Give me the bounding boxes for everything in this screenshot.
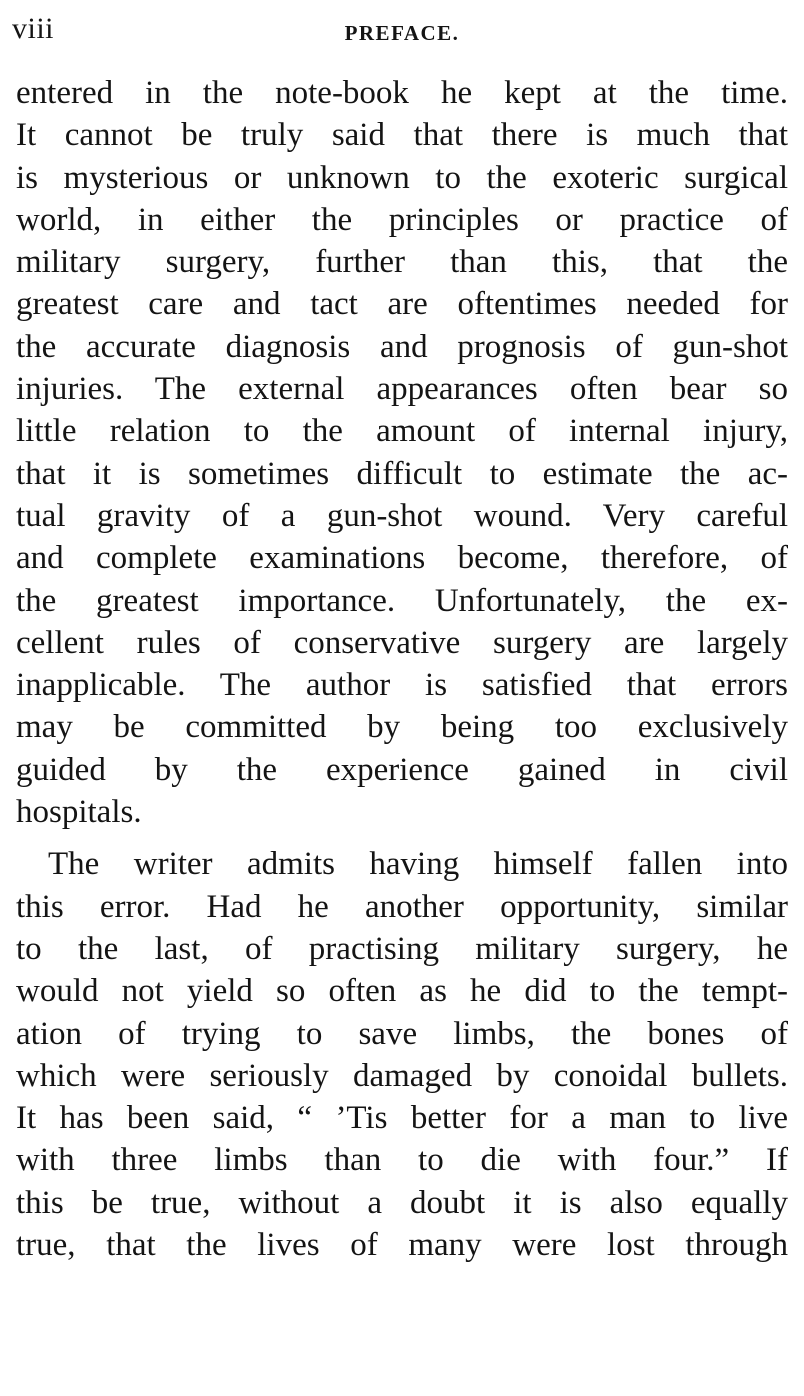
text-line: this be true, without a doubt it is also equally — [16, 1184, 788, 1221]
text-line: entered in the note-book he kept at the time. — [16, 75, 788, 111]
text-line: true, that the lives of many were lost through — [16, 1227, 788, 1264]
text-line: It cannot be truly said that there is much that — [16, 117, 788, 154]
text-line: this error. Had he another opportunity, similar — [16, 888, 788, 925]
body-text — [16, 72, 788, 1266]
text-line: cellent rules of conservative surgery are largely — [16, 624, 788, 661]
text-line: to the last, of practising military surgery, he — [16, 930, 788, 967]
paragraph-gap — [16, 833, 788, 843]
paragraph-2 — [16, 843, 788, 1266]
text-line: greatest care and tact are oftentimes needed for — [16, 286, 788, 323]
text-line: tual gravity of a gun-shot wound. Very careful — [16, 497, 788, 534]
text-line: little relation to the amount of internal injury, — [16, 413, 788, 450]
text-line: may be committed by being too exclusively — [16, 709, 788, 746]
text-line: with three limbs than to die with four.” If — [16, 1142, 788, 1179]
text-line: world, in either the principles or practice of — [16, 201, 788, 238]
text-line: guided by the experience gained in civil — [16, 751, 788, 788]
text-line: It has been said, “ ’Tis better for a man to live — [16, 1100, 788, 1137]
page-number: viii — [12, 12, 55, 45]
text-line: the accurate diagnosis and prognosis of gun-shot — [16, 328, 788, 365]
text-line: is mysterious or unknown to the exoteric surgical — [16, 159, 788, 196]
paragraph-1 — [16, 72, 788, 833]
text-line: and complete examinations become, therefore, of — [16, 540, 788, 577]
text-line: hospitals. — [16, 794, 142, 831]
text-line: military surgery, further than this, that the — [16, 244, 788, 281]
text-line: injuries. The external appearances often bear so — [16, 371, 788, 408]
text-line: that it is sometimes difficult to estimate the ac- — [16, 455, 788, 492]
page-header — [12, 8, 792, 48]
running-head: PREFACE. — [344, 21, 460, 45]
text-line: inapplicable. The author is satisfied that errors — [16, 667, 788, 704]
text-line: The writer admits having himself fallen into — [48, 846, 788, 883]
text-line: ation of trying to save limbs, the bones of — [16, 1015, 788, 1052]
text-line: would not yield so often as he did to the tempt- — [16, 973, 788, 1010]
text-line: the greatest importance. Unfortunately, the ex- — [16, 582, 788, 619]
text-line: which were seriously damaged by conoidal bullets. — [16, 1057, 788, 1094]
